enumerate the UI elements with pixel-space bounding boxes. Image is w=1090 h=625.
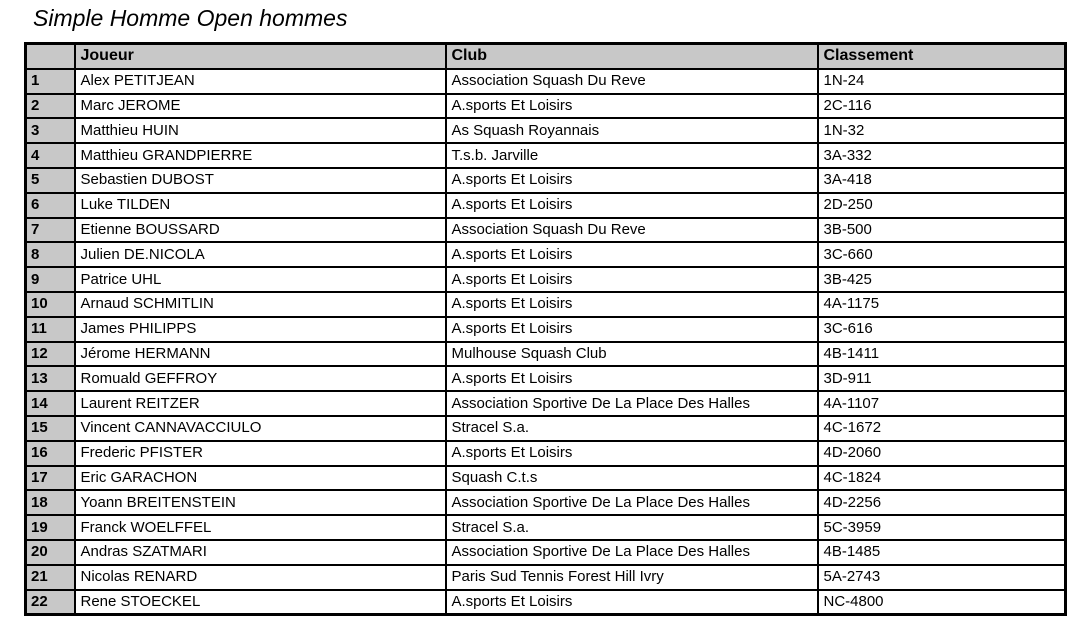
table-row bbox=[26, 267, 1066, 292]
table-row bbox=[26, 515, 1066, 540]
row-player: Sebastien DUBOST bbox=[75, 168, 446, 193]
table-row bbox=[26, 242, 1066, 267]
row-rank: 15 bbox=[26, 416, 75, 441]
table-row bbox=[26, 540, 1066, 565]
row-classement: 4D-2256 bbox=[818, 490, 1066, 515]
table-row bbox=[26, 118, 1066, 143]
row-rank: 17 bbox=[26, 466, 75, 491]
row-classement: 3B-500 bbox=[818, 218, 1066, 243]
row-club: A.sports Et Loisirs bbox=[446, 441, 818, 466]
table-row bbox=[26, 490, 1066, 515]
row-classement: 4B-1411 bbox=[818, 342, 1066, 367]
row-player: Yoann BREITENSTEIN bbox=[75, 490, 446, 515]
row-classement: 1N-32 bbox=[818, 118, 1066, 143]
row-player: Marc JEROME bbox=[75, 94, 446, 119]
row-club: A.sports Et Loisirs bbox=[446, 168, 818, 193]
row-player: Laurent REITZER bbox=[75, 391, 446, 416]
table-header-row bbox=[26, 44, 1066, 69]
row-club: Stracel S.a. bbox=[446, 416, 818, 441]
row-classement: 3C-616 bbox=[818, 317, 1066, 342]
row-classement: 4C-1672 bbox=[818, 416, 1066, 441]
row-rank: 9 bbox=[26, 267, 75, 292]
row-rank: 7 bbox=[26, 218, 75, 243]
row-classement: 4C-1824 bbox=[818, 466, 1066, 491]
row-rank: 6 bbox=[26, 193, 75, 218]
row-club: Mulhouse Squash Club bbox=[446, 342, 818, 367]
row-rank: 16 bbox=[26, 441, 75, 466]
table-row bbox=[26, 143, 1066, 168]
row-rank: 20 bbox=[26, 540, 75, 565]
row-player: Matthieu GRANDPIERRE bbox=[75, 143, 446, 168]
table-row bbox=[26, 69, 1066, 94]
row-club: A.sports Et Loisirs bbox=[446, 242, 818, 267]
row-rank: 2 bbox=[26, 94, 75, 119]
row-player: Andras SZATMARI bbox=[75, 540, 446, 565]
row-rank: 12 bbox=[26, 342, 75, 367]
row-club: Stracel S.a. bbox=[446, 515, 818, 540]
row-club: Association Sportive De La Place Des Halles bbox=[446, 540, 818, 565]
table-row bbox=[26, 366, 1066, 391]
row-classement: 5A-2743 bbox=[818, 565, 1066, 590]
table-row bbox=[26, 590, 1066, 615]
table-row bbox=[26, 466, 1066, 491]
row-player: Franck WOELFFEL bbox=[75, 515, 446, 540]
table-row bbox=[26, 218, 1066, 243]
row-rank: 14 bbox=[26, 391, 75, 416]
row-rank: 22 bbox=[26, 590, 75, 615]
row-rank: 5 bbox=[26, 168, 75, 193]
table-row bbox=[26, 342, 1066, 367]
table-row bbox=[26, 292, 1066, 317]
row-player: Romuald GEFFROY bbox=[75, 366, 446, 391]
row-club: Association Sportive De La Place Des Halles bbox=[446, 490, 818, 515]
row-club: A.sports Et Loisirs bbox=[446, 267, 818, 292]
row-club: A.sports Et Loisirs bbox=[446, 590, 818, 615]
row-club: T.s.b. Jarville bbox=[446, 143, 818, 168]
row-classement: 4A-1107 bbox=[818, 391, 1066, 416]
table-body bbox=[26, 69, 1066, 615]
table-row bbox=[26, 416, 1066, 441]
table-row bbox=[26, 168, 1066, 193]
row-player: Vincent CANNAVACCIULO bbox=[75, 416, 446, 441]
results-table bbox=[24, 42, 1067, 616]
row-club: A.sports Et Loisirs bbox=[446, 366, 818, 391]
row-classement: 3B-425 bbox=[818, 267, 1066, 292]
row-classement: 4A-1175 bbox=[818, 292, 1066, 317]
table-row bbox=[26, 193, 1066, 218]
row-classement: 3C-660 bbox=[818, 242, 1066, 267]
row-player: Arnaud SCHMITLIN bbox=[75, 292, 446, 317]
row-classement: NC-4800 bbox=[818, 590, 1066, 615]
row-classement: 3A-418 bbox=[818, 168, 1066, 193]
table-row bbox=[26, 94, 1066, 119]
column-header-club: Club bbox=[446, 44, 818, 69]
row-rank: 13 bbox=[26, 366, 75, 391]
row-club: As Squash Royannais bbox=[446, 118, 818, 143]
row-classement: 4D-2060 bbox=[818, 441, 1066, 466]
row-club: Association Squash Du Reve bbox=[446, 69, 818, 94]
row-rank: 18 bbox=[26, 490, 75, 515]
row-player: Etienne BOUSSARD bbox=[75, 218, 446, 243]
row-club: Association Squash Du Reve bbox=[446, 218, 818, 243]
row-classement: 3A-332 bbox=[818, 143, 1066, 168]
page-title: Simple Homme Open hommes bbox=[33, 5, 348, 31]
row-classement: 4B-1485 bbox=[818, 540, 1066, 565]
row-club: A.sports Et Loisirs bbox=[446, 193, 818, 218]
row-rank: 21 bbox=[26, 565, 75, 590]
row-player: Nicolas RENARD bbox=[75, 565, 446, 590]
row-player: Alex PETITJEAN bbox=[75, 69, 446, 94]
table-row bbox=[26, 565, 1066, 590]
row-player: Matthieu HUIN bbox=[75, 118, 446, 143]
row-classement: 2D-250 bbox=[818, 193, 1066, 218]
row-rank: 3 bbox=[26, 118, 75, 143]
row-classement: 1N-24 bbox=[818, 69, 1066, 94]
row-classement: 3D-911 bbox=[818, 366, 1066, 391]
table-row bbox=[26, 441, 1066, 466]
row-club: Paris Sud Tennis Forest Hill Ivry bbox=[446, 565, 818, 590]
row-classement: 2C-116 bbox=[818, 94, 1066, 119]
row-club: Association Sportive De La Place Des Halles bbox=[446, 391, 818, 416]
row-rank: 10 bbox=[26, 292, 75, 317]
row-player: Jérome HERMANN bbox=[75, 342, 446, 367]
row-rank: 8 bbox=[26, 242, 75, 267]
row-rank: 19 bbox=[26, 515, 75, 540]
row-rank: 4 bbox=[26, 143, 75, 168]
row-club: A.sports Et Loisirs bbox=[446, 317, 818, 342]
column-header-rank bbox=[26, 44, 75, 69]
column-header-player: Joueur bbox=[75, 44, 446, 69]
row-player: Patrice UHL bbox=[75, 267, 446, 292]
row-club: A.sports Et Loisirs bbox=[446, 292, 818, 317]
row-club: Squash C.t.s bbox=[446, 466, 818, 491]
row-rank: 11 bbox=[26, 317, 75, 342]
row-club: A.sports Et Loisirs bbox=[446, 94, 818, 119]
row-rank: 1 bbox=[26, 69, 75, 94]
row-player: Luke TILDEN bbox=[75, 193, 446, 218]
table-row bbox=[26, 317, 1066, 342]
row-classement: 5C-3959 bbox=[818, 515, 1066, 540]
row-player: Eric GARACHON bbox=[75, 466, 446, 491]
column-header-classement: Classement bbox=[818, 44, 1066, 69]
table-row bbox=[26, 391, 1066, 416]
row-player: Julien DE.NICOLA bbox=[75, 242, 446, 267]
row-player: Rene STOECKEL bbox=[75, 590, 446, 615]
row-player: James PHILIPPS bbox=[75, 317, 446, 342]
row-player: Frederic PFISTER bbox=[75, 441, 446, 466]
